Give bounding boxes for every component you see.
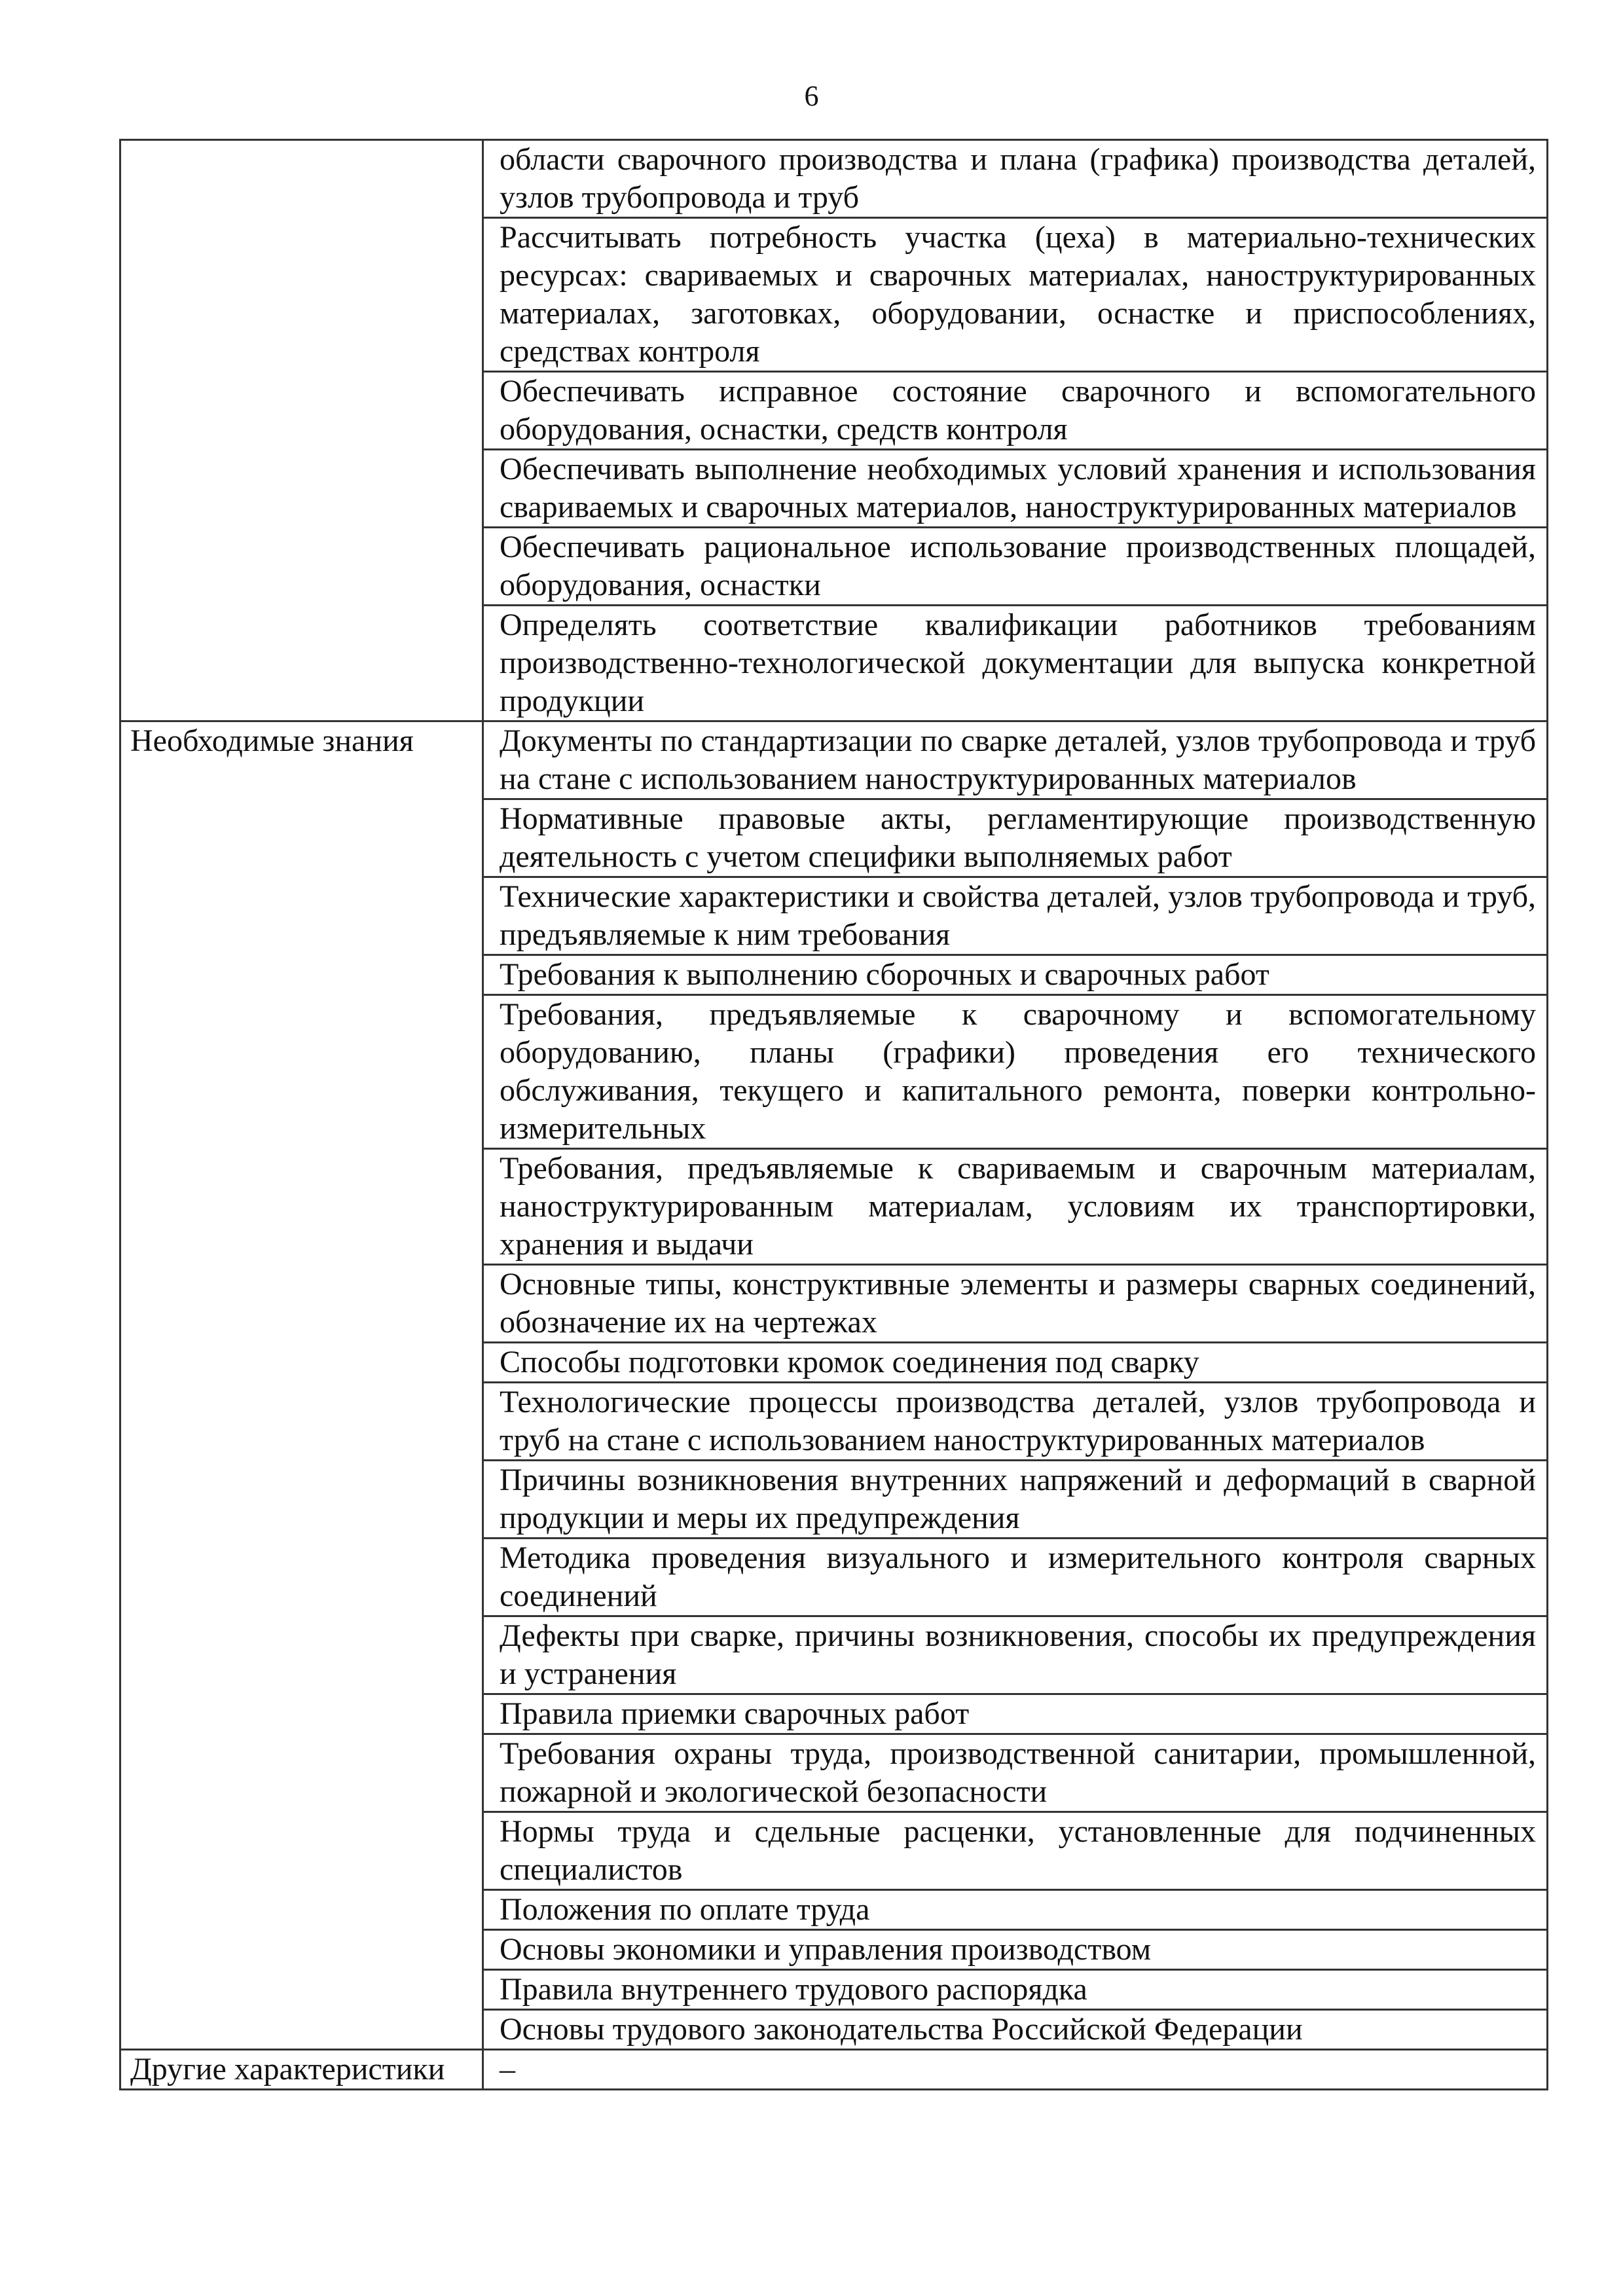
skill-item: области сварочного производства и плана (графика) производства деталей, узлов трубопровода и труб — [483, 140, 1548, 218]
knowledge-item: Документы по стандартизации по сварке деталей, узлов трубопровода и труб на стане с использованием наноструктурированных материалов — [483, 721, 1548, 799]
skill-item: Обеспечивать выполнение необходимых условий хранения и использования свариваемых и сварочных материалов, наноструктурированных материалов — [483, 450, 1548, 528]
skills-label-cell — [120, 140, 483, 218]
knowledge-item: Требования к выполнению сборочных и сварочных работ — [483, 955, 1548, 995]
knowledge-item: Требования, предъявляемые к сварочному и вспомогательному оборудованию, планы (графики) проведения его технического обслуживания, текущего и капитального ремонта, поверки контрольно-измерительных — [483, 995, 1548, 1149]
knowledge-item: Технические характеристики и свойства деталей, узлов трубопровода и труб, предъявляемые к ним требования — [483, 877, 1548, 955]
knowledge-item: Правила приемки сварочных работ — [483, 1694, 1548, 1734]
skill-item: Определять соответствие квалификации работников требованиям производственно-технологической документации для выпуска конкретной продукции — [483, 606, 1548, 721]
table-row — [120, 2050, 1548, 2090]
knowledge-item: Методика проведения визуального и измерительного контроля сварных соединений — [483, 1539, 1548, 1616]
skills-label-cell — [120, 450, 483, 528]
table-row — [120, 140, 1548, 218]
skill-item: Рассчитывать потребность участка (цеха) в материально-технических ресурсах: свариваемых и сварочных материалах, наноструктурированных материалах, заготовках, оборудовании, оснастке и приспособлениях, средствах контроля — [483, 218, 1548, 372]
skill-item: Обеспечивать исправное состояние сварочного и вспомогательного оборудования, оснастки, средств контроля — [483, 372, 1548, 450]
knowledge-item: Способы подготовки кромок соединения под сварку — [483, 1343, 1548, 1383]
skills-label-cell — [120, 606, 483, 721]
table-row — [120, 450, 1548, 528]
skills-label-cell — [120, 372, 483, 450]
table-row — [120, 606, 1548, 721]
knowledge-item: Нормативные правовые акты, регламентирующие производственную деятельность с учетом специфики выполняемых работ — [483, 799, 1548, 877]
knowledge-item: Дефекты при сварке, причины возникновения, способы их предупреждения и устранения — [483, 1616, 1548, 1694]
table-row — [120, 721, 1548, 799]
knowledge-item: Технологические процессы производства деталей, узлов трубопровода и труб на стане с использованием наноструктурированных материалов — [483, 1383, 1548, 1461]
knowledge-item: Правила внутреннего трудового распорядка — [483, 1970, 1548, 2010]
knowledge-item: Требования, предъявляемые к свариваемым и сварочным материалам, наноструктурированным материалам, условиям их транспортировки, хранения и выдачи — [483, 1149, 1548, 1265]
other-characteristics-value: – — [483, 2050, 1548, 2090]
skills-label-cell — [120, 218, 483, 372]
table-row — [120, 528, 1548, 606]
knowledge-item: Основные типы, конструктивные элементы и размеры сварных соединений, обозначение их на чертежах — [483, 1265, 1548, 1343]
requirements-table — [119, 139, 1548, 2090]
skill-item: Обеспечивать рациональное использование производственных площадей, оборудования, оснастки — [483, 528, 1548, 606]
knowledge-item: Основы экономики и управления производством — [483, 1930, 1548, 1970]
knowledge-label: Необходимые знания — [120, 721, 483, 2050]
knowledge-item: Положения по оплате труда — [483, 1890, 1548, 1930]
other-characteristics-label: Другие характеристики — [120, 2050, 483, 2090]
table-row — [120, 372, 1548, 450]
skills-label-cell — [120, 528, 483, 606]
knowledge-item: Основы трудового законодательства Российской Федерации — [483, 2010, 1548, 2050]
table-row — [120, 218, 1548, 372]
knowledge-item: Нормы труда и сдельные расценки, установленные для подчиненных специалистов — [483, 1812, 1548, 1890]
knowledge-item: Требования охраны труда, производственной санитарии, промышленной, пожарной и экологической безопасности — [483, 1734, 1548, 1812]
page-number: 6 — [804, 80, 819, 112]
knowledge-item: Причины возникновения внутренних напряжений и деформаций в сварной продукции и меры их предупреждения — [483, 1461, 1548, 1539]
